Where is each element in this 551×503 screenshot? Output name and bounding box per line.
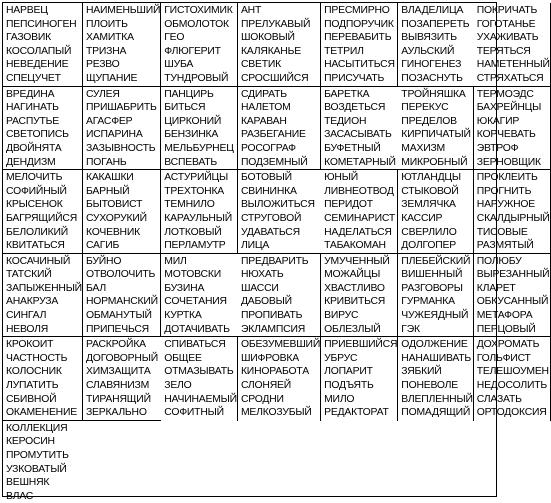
word: ШИФРОВКА: [240, 352, 299, 364]
word: КАРАУЛЬНЫЙ: [164, 212, 233, 224]
word: ЧУЖЕЯДНЫЙ: [401, 310, 469, 322]
word: ДАБОВЫЙ: [240, 296, 292, 308]
grid-cell: [3, 3, 83, 87]
word: ПЕРЛАМУТР: [164, 240, 226, 252]
word: СОФИТНЫЙ: [164, 407, 224, 419]
word: БЕЛОЛИКИЙ: [6, 226, 69, 238]
grid-cell: [3, 170, 83, 254]
grid-cell: [474, 337, 551, 421]
word: ВИРУС: [324, 310, 359, 322]
word: ДЕНДИЗМ: [6, 156, 56, 168]
word: РАЗГОВОРЫ: [401, 282, 463, 294]
word: КОРЧЕВАТЬ: [476, 129, 536, 141]
word: БУФЕТНЫЙ: [324, 142, 381, 154]
word: ОБЩЕЕ: [164, 352, 202, 364]
word: ПРОГНИТЬ: [476, 185, 532, 197]
word: ПЕРЕВАБИТЬ: [324, 32, 392, 44]
word: ЮТЛАНДЦЫ: [401, 172, 461, 184]
word: ПОНЕВОЛЕ: [401, 380, 458, 392]
word: ПЕРЦОВЫЙ: [476, 323, 536, 335]
word: СВЕРЛИЛО: [401, 226, 457, 238]
word: АУЛЬСКИЙ: [401, 45, 455, 57]
grid-cell: [238, 254, 321, 338]
word: ТЕРМОЭДС: [476, 88, 534, 100]
word: ПЛОИТЬ: [85, 18, 128, 30]
word: ПОДЪЯТЬ: [324, 380, 374, 392]
word: СОФИЙНЫЙ: [6, 185, 67, 197]
word: КАЛЯКАНЬЕ: [240, 45, 301, 57]
word: СТРЯХАТЬСЯ: [476, 72, 544, 84]
word: ВОЗДЕТЬСЯ: [324, 102, 386, 114]
word: НАРВЕЦ: [6, 5, 48, 16]
word: ПРОКЛЕИТЬ: [476, 172, 538, 184]
word: ПРЕЛУКАВЫЙ: [240, 18, 311, 30]
word: ОБКУСАННЫЙ: [476, 296, 549, 308]
word: ТЕЛЕШОУМЕН: [476, 366, 549, 378]
word: КРИВИТЬСЯ: [324, 296, 386, 308]
grid-cell: [398, 87, 473, 171]
word: ДОГОВОРНЫЙ: [85, 352, 158, 364]
word: КУРТКА: [164, 310, 202, 322]
word: СТЫКОВОЙ: [401, 185, 459, 197]
word: УМУЧЕННЫЙ: [324, 255, 390, 267]
word: ТРЕХТОНКА: [164, 185, 225, 197]
word: ПРЕСМИРНО: [324, 5, 390, 16]
word: РЕЗВО: [85, 59, 120, 71]
word: ЗАЗЫВНОСТЬ: [85, 142, 156, 154]
word: БАРЕТКА: [324, 88, 370, 100]
word: СБИВНОЙ: [6, 393, 57, 405]
word: ХВАСТЛИВО: [324, 282, 385, 294]
word: МИКРОБНЫЙ: [401, 156, 468, 168]
word: ЧАСТНОСТЬ: [6, 352, 68, 364]
word: НОРМАНСКИЙ: [85, 296, 158, 308]
word: ВЛАС: [6, 490, 34, 502]
word: СЛАЗАТЬ: [476, 393, 522, 405]
word: КОЛЛЕКЦИЯ: [6, 422, 68, 434]
word: БАХРЕЙНЦЫ: [476, 102, 542, 114]
grid-cell: [398, 337, 473, 421]
word: ВРЕДИНА: [6, 88, 55, 100]
grid-cell: [3, 421, 83, 503]
word: КОМЕТАРНЫЙ: [324, 156, 396, 168]
word: ПРИШАБРИТЬ: [85, 102, 157, 114]
word: КИНОРАБОТА: [240, 366, 309, 378]
word: НАДЕЛАТЬСЯ: [324, 226, 392, 238]
word: КРЫСЕНОК: [6, 199, 63, 211]
word: ПРЕДЕЛОВ: [401, 115, 457, 127]
word: СДИРАТЬ: [240, 88, 287, 100]
word: НАСЫТИТЬСЯ: [324, 59, 395, 71]
grid-cell: [161, 87, 238, 171]
word: КРОКОИТ: [6, 339, 54, 351]
word: ПРИПЕЧЬСЯ: [85, 323, 149, 335]
grid-cell: [3, 337, 83, 421]
grid-cell: [83, 254, 161, 338]
word: ШАССИ: [240, 282, 279, 294]
word: ОТМАЗЫВАТЬ: [164, 366, 234, 378]
grid-cell: [474, 170, 551, 254]
word: ПОДПОРУЧИК: [324, 18, 394, 30]
grid-cell: [83, 170, 161, 254]
word: ДВОЙНЯТА: [6, 142, 62, 154]
word: КАССИР: [401, 212, 443, 224]
word: ПРИСУЧАТЬ: [324, 72, 385, 84]
word: СЕМИНАРИСТ: [324, 212, 395, 224]
word: ВЫРЕЗАННЫЙ: [476, 269, 550, 281]
word: ЛУПАТИТЬ: [6, 380, 59, 392]
word: АНТ: [240, 5, 262, 16]
word: ТУНДРОВЫЙ: [164, 72, 229, 84]
word: АГАСФЕР: [85, 115, 133, 127]
grid-cell: [321, 3, 398, 87]
word: УДАВАТЬСЯ: [240, 226, 300, 238]
grid-cell: [83, 3, 161, 87]
word-grid: [2, 2, 550, 502]
word: БУЗИНА: [164, 282, 205, 294]
word: ЗЕЛО: [164, 380, 192, 392]
word: ПОГАНЬ: [85, 156, 127, 168]
word: СЛАВЯНИЗМ: [85, 380, 150, 392]
word: ВЕШНЯК: [6, 477, 50, 489]
word: ЗАСАСЫВАТЬ: [324, 129, 392, 141]
word: ГЕО: [164, 32, 185, 44]
word: ПОЛЮБУ: [476, 255, 522, 267]
word: ГЭК: [401, 323, 420, 335]
word: УБРУС: [324, 352, 358, 364]
word: МИЛ: [164, 255, 187, 267]
word: КОЛОСНИК: [6, 366, 62, 378]
word: КЕРОСИН: [6, 436, 55, 448]
word: НАРУЖНОЕ: [476, 199, 536, 211]
word: СКАЛДЫРНЫЙ: [476, 212, 550, 224]
word: ПОДЗЕМНЫЙ: [240, 156, 308, 168]
word: ДОТАЧИВАТЬ: [164, 323, 230, 335]
word: МЕЛКОЗУБЫЙ: [240, 407, 312, 419]
word: АНАКРУЗА: [6, 296, 59, 308]
word: РАСПУТЬЕ: [6, 115, 60, 127]
word: ПОКРИЧАТЬ: [476, 5, 538, 16]
word: ЗЯБКИЙ: [401, 366, 442, 378]
word: БУЙНО: [85, 255, 122, 267]
word: ВСПЕВАТЬ: [164, 156, 218, 168]
word: ПОМАДЯЩИЙ: [401, 407, 471, 419]
word: СВЕТОПИСЬ: [6, 129, 69, 141]
grid-cell: [83, 87, 161, 171]
word: ЦИРКОНИЙ: [164, 115, 222, 127]
word: НЕВЕДЕНИЕ: [6, 59, 69, 71]
word: ЩУПАНИЕ: [85, 72, 138, 84]
word: НЮХАТЬ: [240, 269, 284, 281]
word: ПРИЕВШИЙСЯ: [324, 339, 398, 351]
word: КОЧЕВНИК: [85, 226, 140, 238]
word: УХАЖИВАТЬ: [476, 32, 539, 44]
word: СВЕТИК: [240, 59, 281, 71]
word: БЕНЗИНКА: [164, 129, 219, 141]
word: МЕЛОЧИТЬ: [6, 172, 63, 184]
word: ТИСОВЫЕ: [476, 226, 528, 238]
word: ЭКЛАМПСИЯ: [240, 323, 306, 335]
word: БЫТОВИСТ: [85, 199, 143, 211]
word: РАЗМЯТЫЙ: [476, 240, 534, 252]
word: ЗАПЫЖЕННЫЙ: [6, 282, 82, 294]
word: КОСОЛАПЫЙ: [6, 45, 72, 57]
word: СВИНИНКА: [240, 185, 297, 197]
word: ОБЛЕЗЛЫЙ: [324, 323, 381, 335]
word: КОСАЧИНЫЙ: [6, 255, 71, 267]
word: ЗЕРКАЛЬНО: [85, 407, 147, 419]
word: НАЧИНАЕМЫЙ: [164, 393, 237, 405]
word: ПЕРИДОТ: [324, 199, 373, 211]
word: РЕДАКТОРАТ: [324, 407, 389, 419]
word: КВИТАТЬСЯ: [6, 240, 65, 252]
grid-cell: [238, 337, 321, 421]
grid-cell: [474, 87, 551, 171]
word: МЕЛЬБУРНЕЦ: [164, 142, 234, 154]
grid-cell: [83, 337, 161, 421]
word: СУЛЕЯ: [85, 88, 120, 100]
word: ГИСТОХИМИК: [164, 5, 233, 16]
word: ТЕМНИЛО: [164, 199, 215, 211]
word: ТЕТРИЛ: [324, 45, 364, 57]
word: ЭВТРОФ: [476, 142, 519, 154]
word: ГОЛЬФИСТ: [476, 352, 531, 364]
word: ЮКАГИР: [476, 115, 520, 127]
word: ЛИЦА: [240, 240, 270, 252]
grid-cell: [321, 170, 398, 254]
word: ОБМАНУТЫЙ: [85, 310, 152, 322]
word: КАКАШКИ: [85, 172, 134, 184]
word: МИЛО: [324, 393, 355, 405]
word: СРОСШИЙСЯ: [240, 72, 309, 84]
grid-cell: [161, 254, 238, 338]
word: РАЗБЕГАНИЕ: [240, 129, 306, 141]
word: ОДОЛЖЕНИЕ: [401, 339, 468, 351]
word: ЛИВНЕОТВОД: [324, 185, 394, 197]
word: ГИНОГЕНЕЗ: [401, 59, 462, 71]
word: БАГРЯЩИЙСЯ: [6, 212, 78, 224]
grid-cell: [238, 87, 321, 171]
grid-cell: [398, 3, 473, 87]
grid-cell: [161, 170, 238, 254]
word: НЕДОСОЛИТЬ: [476, 380, 548, 392]
grid-cell: [398, 254, 473, 338]
word: МОТОВСКИ: [164, 269, 221, 281]
grid-cell: [321, 337, 398, 421]
word: ПРЕДВАРИТЬ: [240, 255, 309, 267]
word: СИНГАЛ: [6, 310, 47, 322]
word: ПАНЦИРЬ: [164, 88, 214, 100]
word: НАМЕТЕННЫЙ: [476, 59, 550, 71]
word: МОЖАЙЦЫ: [324, 269, 381, 281]
grid-cell: [238, 3, 321, 87]
grid-cell: [161, 337, 238, 421]
word: ТАБАКОМАН: [324, 240, 386, 252]
word: СПЕЦУЧЕТ: [6, 72, 61, 84]
grid-cell: [474, 3, 551, 87]
word: ВЫЛОЖИТЬСЯ: [240, 199, 315, 211]
word: ГАЗОВИК: [6, 32, 52, 44]
grid-cell: [398, 170, 473, 254]
word: ТЕДИОН: [324, 115, 367, 127]
word: НАНАШИВАТЬ: [401, 352, 472, 364]
word: СЛОНЯЕЙ: [240, 380, 292, 392]
word: ЛОПАРИТ: [324, 366, 373, 378]
word: СУХОРУКИЙ: [85, 212, 147, 224]
word: ДОХРОМАТЬ: [476, 339, 540, 351]
word: БОТОВЫЙ: [240, 172, 292, 184]
word: ВИШЕННЫЙ: [401, 269, 463, 281]
word: НЕВОЛЯ: [6, 323, 49, 335]
word: ТРОЙНЯШКА: [401, 88, 466, 100]
word: ИСПАРИНА: [85, 129, 143, 141]
word: АСТУРИЙЦЫ: [164, 172, 229, 184]
word: ПОЗАПЕРЕТЬ: [401, 18, 470, 30]
word: МАХИЗМ: [401, 142, 446, 154]
word: НАИМЕНЬШИЙ: [85, 5, 161, 16]
grid-cell: [321, 87, 398, 171]
word: ЛОТКОВЫЙ: [164, 226, 222, 238]
word: СПИВАТЬСЯ: [164, 339, 226, 351]
word: ХАМИТКА: [85, 32, 134, 44]
grid-cell: [3, 254, 83, 338]
word: БИТЬСЯ: [164, 102, 206, 114]
grid-cell: [238, 170, 321, 254]
word: ТЕРЯТЬСЯ: [476, 45, 531, 57]
word: ГУРМАНКА: [401, 296, 455, 308]
word: БАРНЫЙ: [85, 185, 130, 197]
word: ОБЕЗУМЕВШИЙ: [240, 339, 321, 351]
grid-cell: [321, 254, 398, 338]
word: ПРОМУТИТЬ: [6, 450, 69, 461]
word: ШУБА: [164, 59, 194, 71]
word: ВЫВЯЗИТЬ: [401, 32, 457, 44]
word: НАГИНАТЬ: [6, 102, 59, 114]
word: СОЧЕТАНИЯ: [164, 296, 227, 308]
word: ЮНЫЙ: [324, 172, 358, 184]
grid-cell: [474, 254, 551, 338]
word: ПЕПСИНОГЕН: [6, 18, 77, 30]
word: УЗКОВАТЫЙ: [6, 463, 67, 475]
grid-cell: [3, 87, 83, 171]
word: ОБМОЛОТОК: [164, 18, 229, 30]
word: ТИРАНЯЩИЙ: [85, 393, 151, 405]
word: БАЛ: [85, 282, 106, 294]
word: ПЛЕБЕЙСКИЙ: [401, 255, 471, 267]
word: ЗЕМЛЯЧКА: [401, 199, 456, 211]
grid-cell: [161, 3, 238, 87]
word: СТРУГОВОЙ: [240, 212, 302, 224]
word: МЕТАФОРА: [476, 310, 533, 322]
word: КЛАРЕТ: [476, 282, 516, 294]
word: САГИБ: [85, 240, 120, 252]
word: ПЕРЕКУС: [401, 102, 449, 114]
word: ГОГОТАНЬЕ: [476, 18, 536, 30]
word: ФЛЮГЕРИТ: [164, 45, 221, 57]
word: ХИМЗАЩИТА: [85, 366, 151, 378]
word: ТАТСКИЙ: [6, 269, 52, 281]
word: ЗЕРНОВЩИК: [476, 156, 541, 168]
word: ШОКОВЫЙ: [240, 32, 295, 44]
word: ОКАМЕНЕНИЕ: [6, 407, 77, 419]
word: РАСКРОЙКА: [85, 339, 146, 351]
word: НАЛЕТОМ: [240, 102, 291, 114]
word: ВЛЕПЛЕННЫЙ: [401, 393, 473, 405]
word: КИРПИЧАТЫЙ: [401, 129, 471, 141]
word: ОРТОДОКСИЯ: [476, 407, 547, 419]
word: ОТВОЛОЧИТЬ: [85, 269, 156, 281]
word: ПОЗАСНУТЬ: [401, 72, 463, 84]
word: РОСОГРАФ: [240, 142, 296, 154]
word: КАРАВАН: [240, 115, 287, 127]
word: ТРИЗНА: [85, 45, 127, 57]
word: ПРОПИВАТЬ: [240, 310, 303, 322]
word: ВЛАДЕЛИЦА: [401, 5, 464, 16]
word: СРОДНИ: [240, 393, 284, 405]
word: ДОЛГОПЕР: [401, 240, 456, 252]
